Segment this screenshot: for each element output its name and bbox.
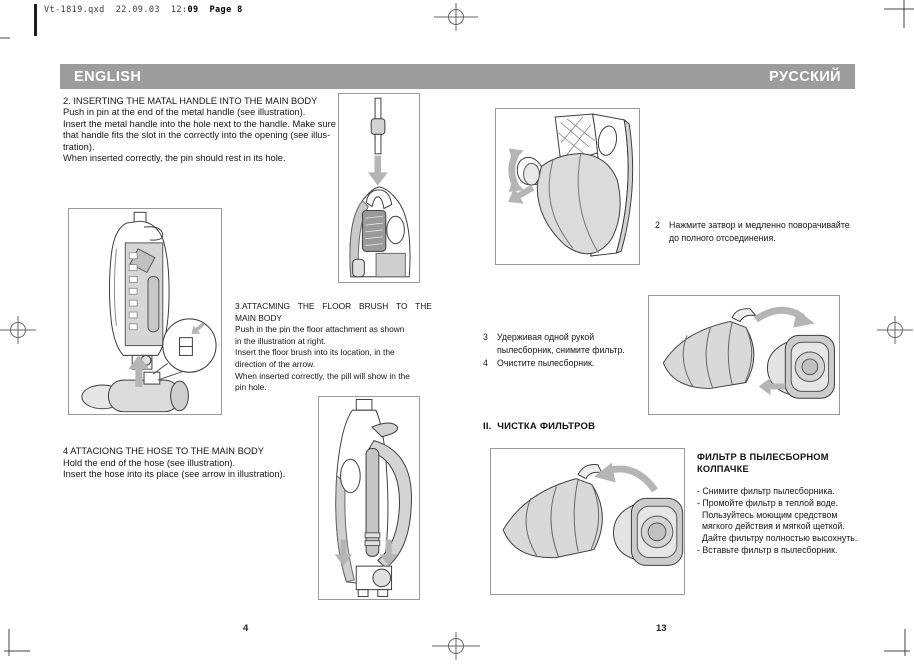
english-title: ENGLISH (74, 68, 142, 85)
text-line: that handle fits the slot in the correctly into the opening (see illus- (63, 130, 331, 141)
registration-mark-top (434, 3, 478, 31)
russian-title: РУССКИЙ (769, 68, 841, 85)
text-line: MAIN BODY (235, 312, 282, 323)
text-line: Пользуйтесь моющим средством (702, 509, 838, 520)
text-line: When inserted correctly, the pin should rest in its hole. (63, 153, 286, 164)
registration-mark-bottom (432, 632, 480, 660)
text-line: Insert the metal handle into the hole next to the handle. Make sure (63, 118, 336, 129)
illustration-filter-removal (648, 295, 840, 415)
text-line: - Промойте фильтр в теплой воде. (697, 497, 839, 508)
section-4-instructions (63, 446, 353, 481)
text-line: КОЛПАЧКЕ (697, 464, 749, 475)
text-line: direction of the arrow. (235, 358, 316, 369)
text-line: ФИЛЬТР В ПЫЛЕСБОРНОМ (697, 452, 829, 462)
text-line: When inserted correctly, the pill will show in the (235, 370, 410, 381)
section-3-instructions (235, 301, 435, 394)
text-line: pin hole. (235, 382, 267, 393)
text-line: Дайте фильтру полностью высохнуть. (702, 533, 858, 544)
text-line: Нажмите затвор и медленно поворачивайте (669, 220, 850, 230)
print-slug-bold: 09 Page 8 (187, 5, 243, 15)
illustration-floor-brush-attachment (68, 208, 222, 415)
illustration-dust-container-release (495, 108, 640, 265)
text-line: Hold the end of the hose (see illustration). (63, 457, 236, 468)
print-slug-normal: Vt-1819.qxd 22.09.03 12: (44, 5, 188, 15)
metal-handle-insertion-drawing (339, 94, 419, 282)
text-line: tration). (63, 141, 95, 152)
dust-container-release-drawing (496, 109, 639, 264)
russian-step-2 (655, 219, 900, 245)
illustration-hose-attachment (318, 396, 420, 600)
crop-mark-bar (34, 4, 37, 36)
illustration-filter-insertion (490, 448, 685, 595)
text-line: Очистите пылесборник. (497, 358, 595, 368)
filter-cap-heading (697, 451, 877, 475)
page-number-right: 13 (656, 623, 667, 634)
text-line: мягкого действия и мягкой щеткой. (702, 521, 845, 532)
text-line: до полного отсоединения. (669, 233, 776, 243)
step-number: 4 (483, 358, 488, 368)
text-line: in the illustration at right. (235, 335, 326, 346)
language-header-bar (60, 64, 855, 89)
floor-brush-attachment-drawing (69, 209, 221, 414)
section-2-instructions (63, 96, 385, 164)
filter-removal-drawing (649, 296, 839, 414)
text-line: Push in pin at the end of the metal handle (see illustration). (63, 107, 306, 118)
text-line: Insert the floor brush into its location, in the (235, 347, 395, 358)
step-number: 2 (655, 220, 660, 230)
registration-mark-right (877, 316, 913, 344)
text-line: Удерживая одной рукой (497, 332, 595, 342)
text-line: 3.ATTACMING THE FLOOR BRUSH TO THE (235, 301, 432, 311)
text-line: 4 ATTACIONG THE HOSE TO THE MAIN BODY (63, 446, 264, 456)
filter-insertion-drawing (491, 449, 684, 594)
registration-mark-left (0, 316, 36, 344)
illustration-metal-handle-insertion (338, 93, 420, 283)
print-slug (44, 5, 243, 15)
filter-cleaning-heading: II. ЧИСТКА ФИЛЬТРОВ (483, 421, 596, 432)
text-line: 2. INSERTING THE MATAL HANDLE INTO THE MAIN BODY (63, 96, 318, 106)
rotate-arrow-icon (594, 463, 655, 491)
text-line: пылесборник, снимите фильтр. (497, 345, 625, 355)
text-line: - Вставьте фильтр в пылесборник. (697, 544, 838, 555)
hose-attachment-drawing (319, 397, 419, 599)
text-line: Push in the pin the floor attachment as shown (235, 324, 405, 335)
page-number-left: 4 (243, 623, 249, 634)
down-arrow-icon (368, 156, 388, 186)
step-number: 3 (483, 332, 488, 342)
rotate-arrow-icon (756, 310, 815, 328)
text-line: - Снимите фильтр пылесборника. (697, 486, 835, 496)
text-line: Insert the hose into its place (see arrow in illustration). (63, 469, 286, 480)
filter-instructions (697, 486, 912, 557)
